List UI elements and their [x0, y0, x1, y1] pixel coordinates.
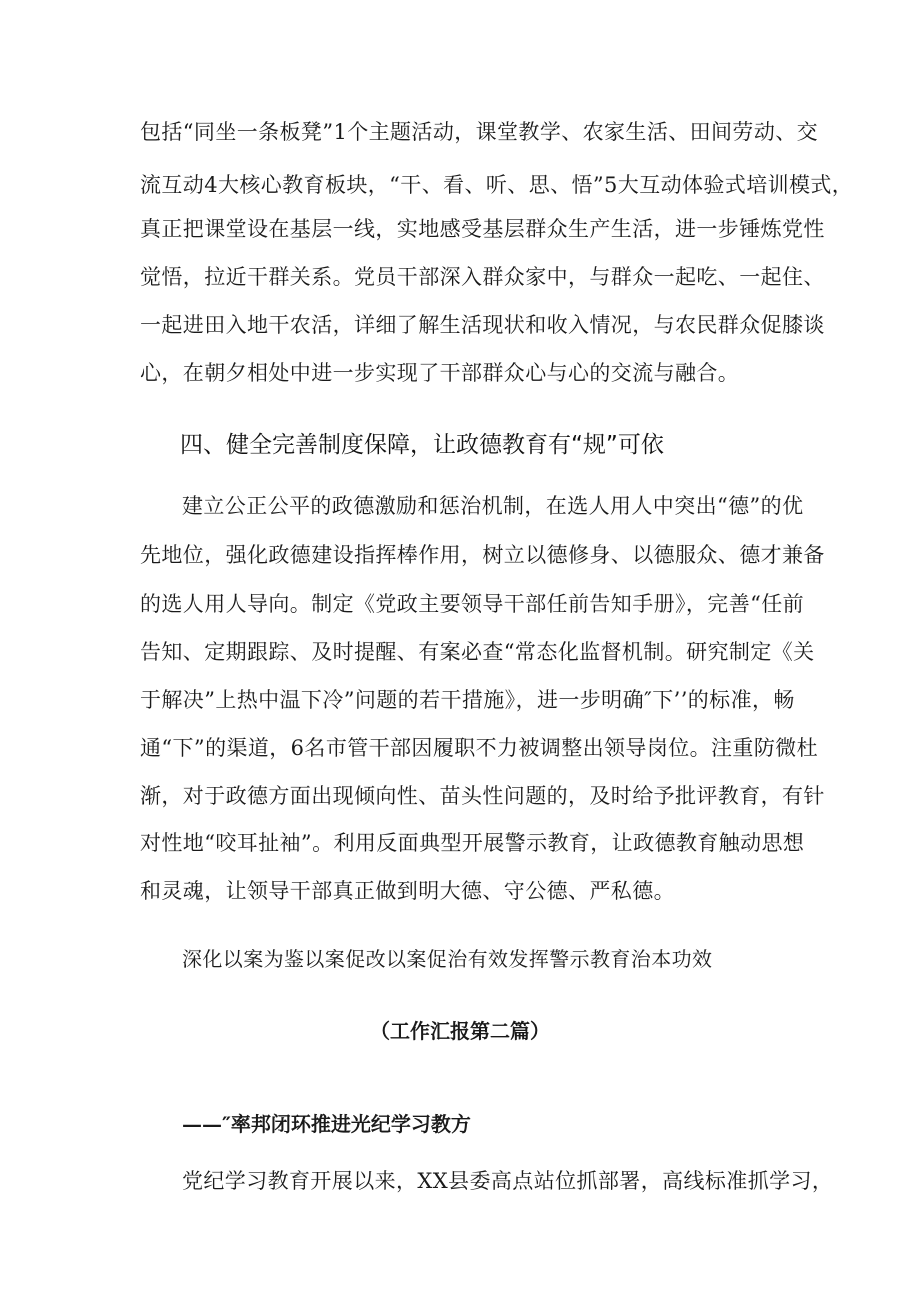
- paragraph-line: 党纪学习教育开展以来，XX县委高点站位抓部署，高线标准抓学习，: [182, 1169, 834, 1193]
- paragraph-line: 流互动4大核心教育板块，“干、看、听、思、悟”5大互动体验式培训模式，: [140, 173, 854, 197]
- paragraph-line: 一起进田入地干农活，详细了解生活现状和收入情况，与农民群众促膝谈: [140, 313, 825, 337]
- paragraph-line: 对性地“咬耳扯袖”。利用反面典型开展警示教育，让政德教育触动思想: [140, 831, 805, 855]
- paragraph-line: 的选人用人导向。制定《党政主要领导干部任前告知手册》，完善“任前: [140, 592, 805, 616]
- paragraph-line: 觉悟，拉近干群关系。党员干部深入群众家中，与群众一起吃、一起住、: [140, 265, 825, 289]
- paragraph-line: 心，在朝夕相处中进一步实现了干部群众心与心的交流与融合。: [140, 361, 740, 385]
- paragraph-line: 包括“同坐一条板凳”1个主题活动，课堂教学、农家生活、田间劳动、交: [140, 120, 819, 144]
- paragraph-line: 真正把课堂设在基层一线，实地感受基层群众生产生活，进一步锤炼党性: [140, 217, 825, 241]
- article-title: 深化以案为鉴以案促改以案促治有效发挥警示教育治本功效: [182, 947, 713, 971]
- paragraph-line: 于解决”上热中温下冷”问题的若干措施》，进一步明确″下’’的标准，畅: [140, 688, 795, 712]
- article-subtitle: （工作汇报第二篇）: [370, 1019, 550, 1043]
- paragraph-line: 告知、定期跟踪、及时提醒、有案必查“常态化监督机制。研究制定《关: [140, 640, 815, 664]
- section-heading: 四、健全完善制度保障，让政德教育有“规”可依: [180, 432, 664, 458]
- paragraph-line: 建立公正公平的政德激励和惩治机制，在选人用人中突出“德”的优: [182, 494, 804, 518]
- article-byline: ——″率邦闭环推进光纪学习教方: [182, 1112, 471, 1136]
- paragraph-line: 通“下”的渠道，6名市管干部因履职不力被调整出领导岗位。注重防微杜: [140, 736, 819, 760]
- paragraph-line: 渐，对于政德方面出现倾向性、苗头性问题的，及时给予批评教育，有针: [140, 784, 825, 808]
- paragraph-line: 先地位，强化政德建设指挥棒作用，树立以德修身、以德服众、德才兼备: [140, 543, 825, 567]
- paragraph-line: 和灵魂，让领导干部真正做到明大德、守公德、严私德。: [140, 879, 675, 903]
